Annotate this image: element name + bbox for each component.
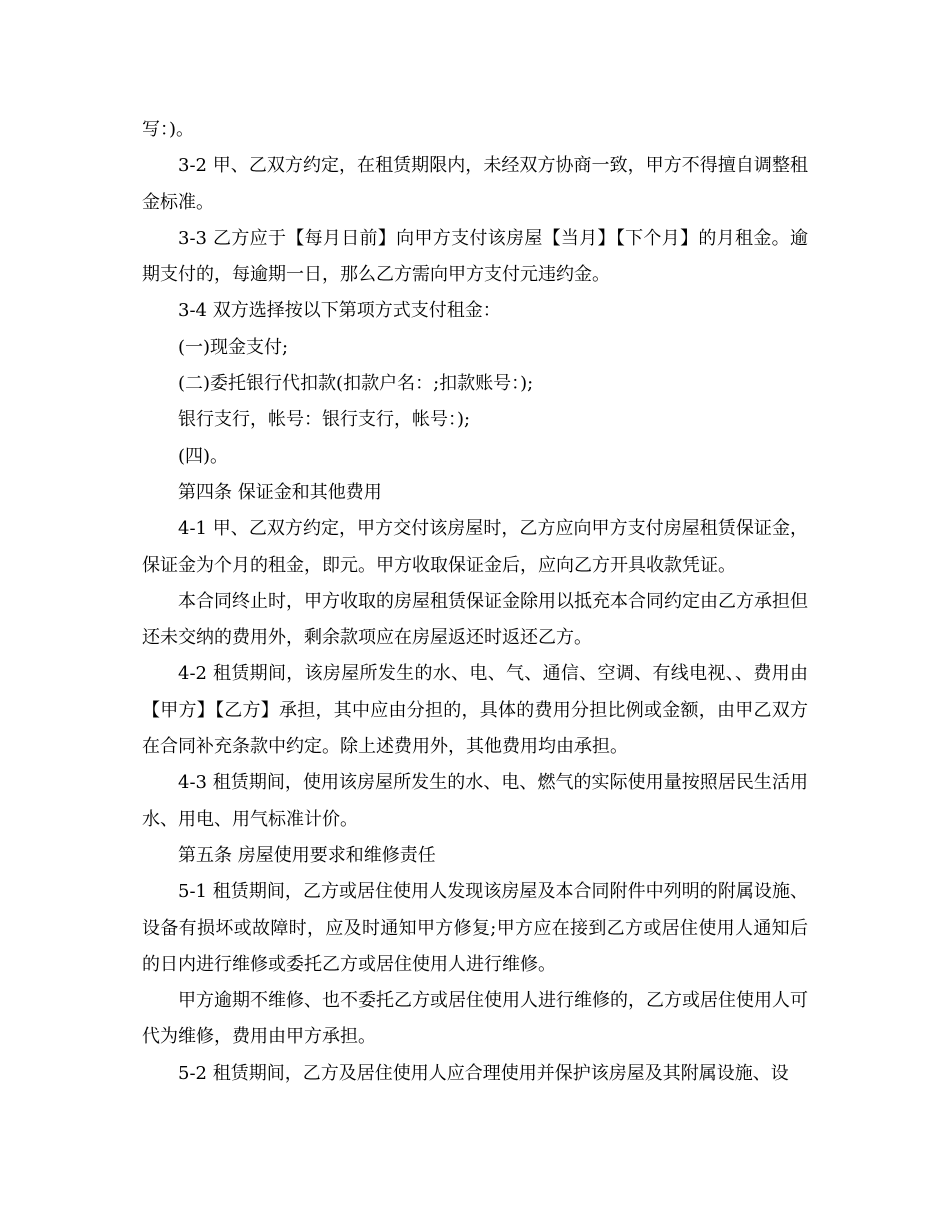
- paragraph-4-1-cont: 本合同终止时，甲方收取的房屋租赁保证金除用以抵充本合同约定由乙方承担但还未交纳的费用外，剩余款项应在房屋返还时返还乙方。: [142, 590, 808, 649]
- document-page: [142, 112, 808, 1092]
- paragraph-payment-option-4: (四)。: [178, 445, 229, 467]
- paragraph-5-1-cont: 甲方逾期不维修、也不委托乙方或居住使用人进行维修的，乙方或居住使用人可代为维修，费用由甲方承担。: [142, 990, 808, 1048]
- paragraph-continuation: 写：)。: [142, 119, 195, 140]
- paragraph-5-2: 5-2 租赁期间，乙方及居住使用人应合理使用并保护该房屋及其附属设施、设: [178, 1062, 789, 1084]
- paragraph-4-2: 4-2 租赁期间，该房屋所发生的水、电、气、通信、空调、有线电视、、费用由【甲方】【乙方】承担，其中应由分担的，具体的费用分担比例或金额，由甲乙双方在合同补充条款中约定。除上述费用外，其他费用均由承担。: [142, 663, 808, 758]
- section-heading-article-4: 第四条 保证金和其他费用: [178, 481, 382, 503]
- paragraph-payment-option-1: (一)现金支付;: [178, 336, 289, 358]
- paragraph-3-2: 3-2 甲、乙双方约定，在租赁期限内，未经双方协商一致，甲方不得擅自调整租金标准。: [142, 155, 808, 213]
- paragraph-5-1: 5-1 租赁期间，乙方或居住使用人发现该房屋及本合同附件中列明的附属设施、设备有损坏或故障时，应及时通知甲方修复;甲方应在接到乙方或居住使用人通知后的日内进行维修或委托乙方或居住使用人进行维修。: [142, 881, 808, 975]
- paragraph-3-4: 3-4 双方选择按以下第项方式支付租金：: [178, 300, 501, 322]
- paragraph-3-3: 3-3 乙方应于【每月日前】向甲方支付该房屋【当月】【下个月】的月租金。逾期支付的，每逾期一日，那么乙方需向甲方支付元违约金。: [142, 227, 808, 286]
- section-heading-article-5: 第五条 房屋使用要求和维修责任: [178, 844, 436, 866]
- paragraph-payment-option-3: 银行支行，帐号：银行支行，帐号：);: [178, 409, 471, 431]
- paragraph-4-1: 4-1 甲、乙双方约定，甲方交付该房屋时，乙方应向甲方支付房屋租赁保证金，保证金为个月的租金，即元。甲方收取保证金后，应向乙方开具收款凭证。: [142, 518, 808, 576]
- paragraph-payment-option-2: (二)委托银行代扣款(扣款户名：;扣款账号：);: [178, 373, 534, 395]
- paragraph-4-3: 4-3 租赁期间，使用该房屋所发生的水、电、燃气的实际使用量按照居民生活用水、用电、用气标准计价。: [142, 772, 808, 830]
